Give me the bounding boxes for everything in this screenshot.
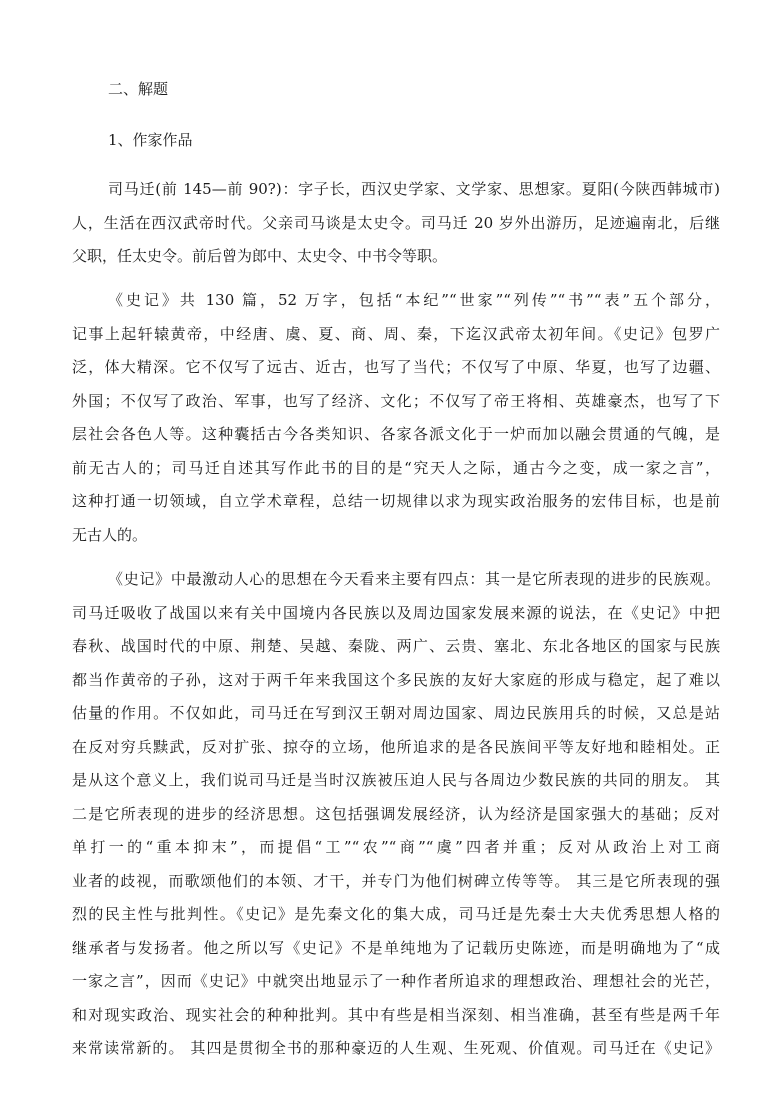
paragraph-line: 在反对穷兵黩武，反对扩张、掠夺的立场，他所追求的是各民族间平等友好地和睦相处。正: [72, 737, 720, 756]
paragraph-line: 前无古人的；司马迁自述其写作此书的目的是“究天人之际，通古今之变，成一家之言”，: [72, 458, 720, 477]
paragraph-line: 司马迁吸收了战国以来有关中国境内各民族以及周边国家发展来源的说法，在《史记》中把: [72, 603, 720, 622]
paragraph-author-intro: [72, 173, 720, 274]
paragraph-line: 是从这个意义上，我们说司马迁是当时汉族被压迫人民与各周边少数民族的共同的朋友。 其: [72, 771, 720, 789]
paragraph-line: 人，生活在西汉武帝时代。父亲司马谈是太史令。司马迁 20 岁外出游历，足迹遍南北，后继: [72, 213, 720, 232]
paragraph-line: 都当作黄帝的子孙，这对于两千年来我国这个多民族的友好大家庭的形成与稳定，起了难以: [72, 670, 720, 689]
paragraph-line: 司马迁(前 145—前 90?)：字子长，西汉史学家、文学家、思想家。夏阳(今陕西韩城市): [108, 180, 720, 198]
paragraph-line: 外国；不仅写了政治、军事，也写了经济、文化；不仅写了帝王将相、英雄豪杰，也写了下: [72, 391, 720, 410]
paragraph-line: 父职，任太史令。前后曾为郎中、太史令、中书令等职。: [72, 247, 448, 265]
paragraph-line: 春秋、战国时代的中原、荆楚、吴越、秦陇、两广、云贵、塞北、东北各地区的国家与民族: [72, 637, 720, 655]
section-heading: 二、解题: [108, 80, 169, 98]
paragraph-line: 单打一的“重本抑末”，而提倡“工”“农”“商”“虞”四者并重；反对从政治上对工商: [72, 838, 720, 856]
paragraph-line: 《史记》共 130 篇，52 万字，包括“本纪”“世家”“列传”“书”“表”五个部分，: [108, 291, 720, 309]
paragraph-line: 烈的民主性与批判性。《史记》是先秦文化的集大成，司马迁是先秦士大夫优秀思想人格的: [72, 905, 720, 923]
paragraph-line: 层社会各色人等。这种囊括古今各类知识、各家各派文化于一炉而加以融会贯通的气魄，是: [72, 425, 720, 443]
paragraph-line: 泛，体大精深。它不仅写了远古、近古，也写了当代；不仅写了中原、华夏，也写了边疆、: [72, 358, 720, 376]
subsection-heading: 1、作家作品: [108, 131, 193, 149]
paragraph-line: 业者的歧视，而歌颂他们的本领、才干，并专门为他们树碑立传等等。 其三是它所表现的强: [72, 871, 720, 890]
paragraph-line: 《史记》中最激动人心的思想在今天看来主要有四点：其一是它所表现的进步的民族观。: [108, 570, 720, 588]
paragraph-line: 这种打通一切领域，自立学术章程，总结一切规律以求为现实政治服务的宏伟目标，也是前: [72, 492, 720, 510]
paragraph-shiji-thoughts: [72, 563, 720, 1066]
paragraph-line: 继承者与发扬者。他之所以写《史记》不是单纯地为了记载历史陈迹，而是明确地为了“成: [72, 938, 720, 957]
paragraph-line: 无古人的。: [72, 525, 148, 544]
paragraph-line: 二是它所表现的进步的经济思想。这包括强调发展经济，认为经济是国家强大的基础；反对: [72, 804, 720, 823]
paragraph-line: 和对现实政治、现实社会的种种批判。其中有些是相当深刻、相当准确，甚至有些是两千年: [72, 1005, 720, 1024]
paragraph-shiji-overview: [72, 284, 720, 552]
paragraph-line: 记事上起轩辕黄帝，中经唐、虞、夏、商、周、秦，下迄汉武帝太初年间。《史记》包罗广: [72, 324, 720, 343]
paragraph-line: 估量的作用。不仅如此，司马迁在写到汉王朝对周边国家、周边民族用兵的时候，又总是站: [72, 704, 720, 722]
paragraph-line: 一家之言”，因而《史记》中就突出地显示了一种作者所追求的理想政治、理想社会的光芒，: [72, 972, 720, 990]
paragraph-line: 来常读常新的。 其四是贯彻全书的那种豪迈的人生观、生死观、价值观。司马迁在《史记》: [72, 1039, 720, 1057]
